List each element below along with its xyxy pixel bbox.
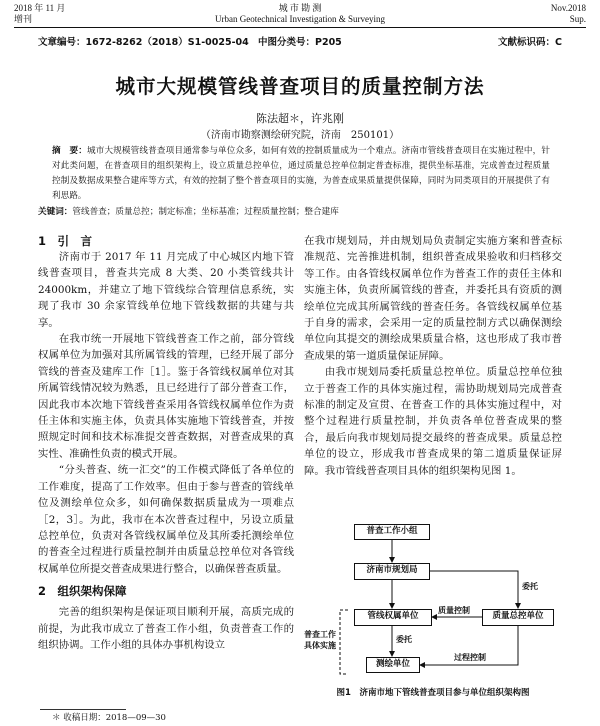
keywords	[38, 206, 558, 218]
left-column	[38, 233, 294, 653]
label-entrust-survey: 委托	[396, 635, 412, 644]
abstract-label: 摘 要：	[52, 146, 87, 156]
author-line: 陈法超＊，许兆刚	[256, 112, 344, 125]
section-1-paragraph-3: “分头普查、统一汇交”的工作模式降低了各单位的工作难度，提高了工作效率。但由于参与普查的管线单位及测绘单位众多，如何确保数据质量成为一项难点［2，3］。为此，我市在本次普查过程中，另设立质量总控单位，负责对各管线权属单位及其所委托测绘单位的普查全过程进行质量控制并由质量总控单位对各管线权属单位所提交普查成果进行整合，以确保普查质量。	[38, 464, 294, 575]
box-survey-unit: 测绘单位	[366, 657, 420, 673]
footnote-received-date: ＊ 收稿日期：2018—09—30	[52, 713, 166, 723]
section-2-paragraph-1: 完善的组织架构是保证项目顺利开展，高质完成的前提，为此我市成立了普查工作小组，负责普查工作的组织协调。工作小组的具体办事机构设立	[38, 606, 294, 651]
header-rule	[14, 27, 586, 28]
box-planning-bureau: 济南市规划局	[354, 563, 430, 580]
abstract	[52, 144, 550, 204]
journal-name-en: Urban Geotechnical Investigation & Surveying	[215, 14, 385, 24]
clc-number: 中图分类号：P205	[258, 37, 342, 48]
keywords-text: 管线普查；质量总控；制定标准；坐标基准；过程质量控制；整合建库	[72, 207, 339, 217]
document-code: 文献标识码：C	[498, 37, 562, 48]
keywords-label: 关键词：	[38, 207, 73, 217]
label-implementation-1: 普查工作	[304, 630, 336, 639]
box-quality-control-unit: 质量总控单位	[482, 609, 554, 626]
label-implementation-2: 具体实施	[304, 641, 336, 650]
header-date-en: Nov.2018	[550, 3, 586, 13]
header-issue: 增刊	[14, 14, 33, 24]
section-1-heading: 1 引 言	[38, 234, 93, 248]
journal-name-cn: 城 市 勘 测	[278, 3, 322, 13]
abstract-text: 城市大规模管线普查项目通常参与单位众多，如何有效的控制质量成为一个难点。济南市管线普查项目在实施过程中，针对此类问题，在普查项目的组织架构上，设立质量总控单位，通过质量总控单位制定普查标准，提供坐标基准，完成普查过程质量控制及数据成果整合建库等方式，有效的控制了整个普查项目的实施，为普查成果质量提供保障，同时为同类项目的开展提供了有利思路。	[52, 146, 550, 201]
footnote-rule	[40, 709, 126, 710]
section-1-paragraph-2: 在我市统一开展地下管线普查工作之前，部分管线权属单位为加强对其所属管线的管理，已经开展了部分管线的普查及建库工作［1］。鉴于各管线权属单位对其所属管线情况较为熟悉，且已经进行了部分普查工作，因此我市本次地下管线普查采用各管线权属单位作为责任主体和实施主体，负责具体实施地下管线普查，并按照规定时间和技术标准提交普查数据，对普查成果的真实性、准确性负责的模式开展。	[38, 333, 294, 460]
section-2-heading: 2 组织架构保障	[38, 584, 127, 599]
label-quality-control: 质量控制	[438, 606, 470, 615]
section-2-paragraph-1-cont: 在我市规划局，并由规划局负责制定实施方案和普查标准规范、完善推进机制，组织普查成果验收和归档移交等工作。由各管线权属单位作为普查工作的责任主体和实施主体，负责所属管线的普查，并委托具有资质的测绘单位完成其所属管线的普查任务。各管线权属单位基于自身的需求，会采用一定的质量控制方式以确保测绘单位向其提交的测绘成果质量合格，这也形成了我市普查成果的第一道质量保证屏障。	[304, 235, 562, 362]
figure-1-org-chart	[304, 522, 562, 704]
figure-1-caption: 图1 济南市地下管线普查项目参与单位组织架构图	[336, 688, 530, 698]
right-column	[304, 233, 562, 479]
box-pipeline-owner: 管线权属单位	[354, 609, 432, 626]
box-survey-working-group: 普查工作小组	[354, 524, 430, 540]
section-2-paragraph-2: 由我市规划局委托质量总控单位。质量总控单位独立于普查工作的具体实施过程，需协助规划局完成普查标准的制定及宣贯、在普查工作的具体实施过程中，对整个过程进行质量控制，并负责各单位普查成果的整合，最后向我市规划局提交最终的普查成果。质量总控单位的设立，形成我市普查成果的第二道质量保证屏障。我市管线普查项目具体的组织架构见图 1。	[304, 366, 562, 477]
header-date: 2018 年 11 月	[14, 3, 66, 13]
header-issue-en: Sup.	[569, 14, 586, 24]
paper-title: 城市大规模管线普查项目的质量控制方法	[115, 75, 485, 98]
arrow-bureau-to-qc	[430, 571, 518, 608]
affiliation: （济南市勘察测绘研究院，济南 250101）	[200, 130, 400, 141]
implementation-bracket	[340, 610, 348, 674]
article-number: 文章编号：1672-8262（2018）S1-0025-04	[38, 37, 249, 48]
label-process-control: 过程控制	[454, 653, 486, 662]
label-entrust-qc: 委托	[522, 582, 538, 591]
section-1-paragraph-1: 济南市于 2017 年 11 月完成了中心城区内地下管线普查项目，普查共完成 8 大类、20 小类管线共计 24000km，并建立了地下管线综合管理信息系统，实现了我市 30 余家管线单位地下管线数据的共建与共享。	[38, 251, 294, 329]
